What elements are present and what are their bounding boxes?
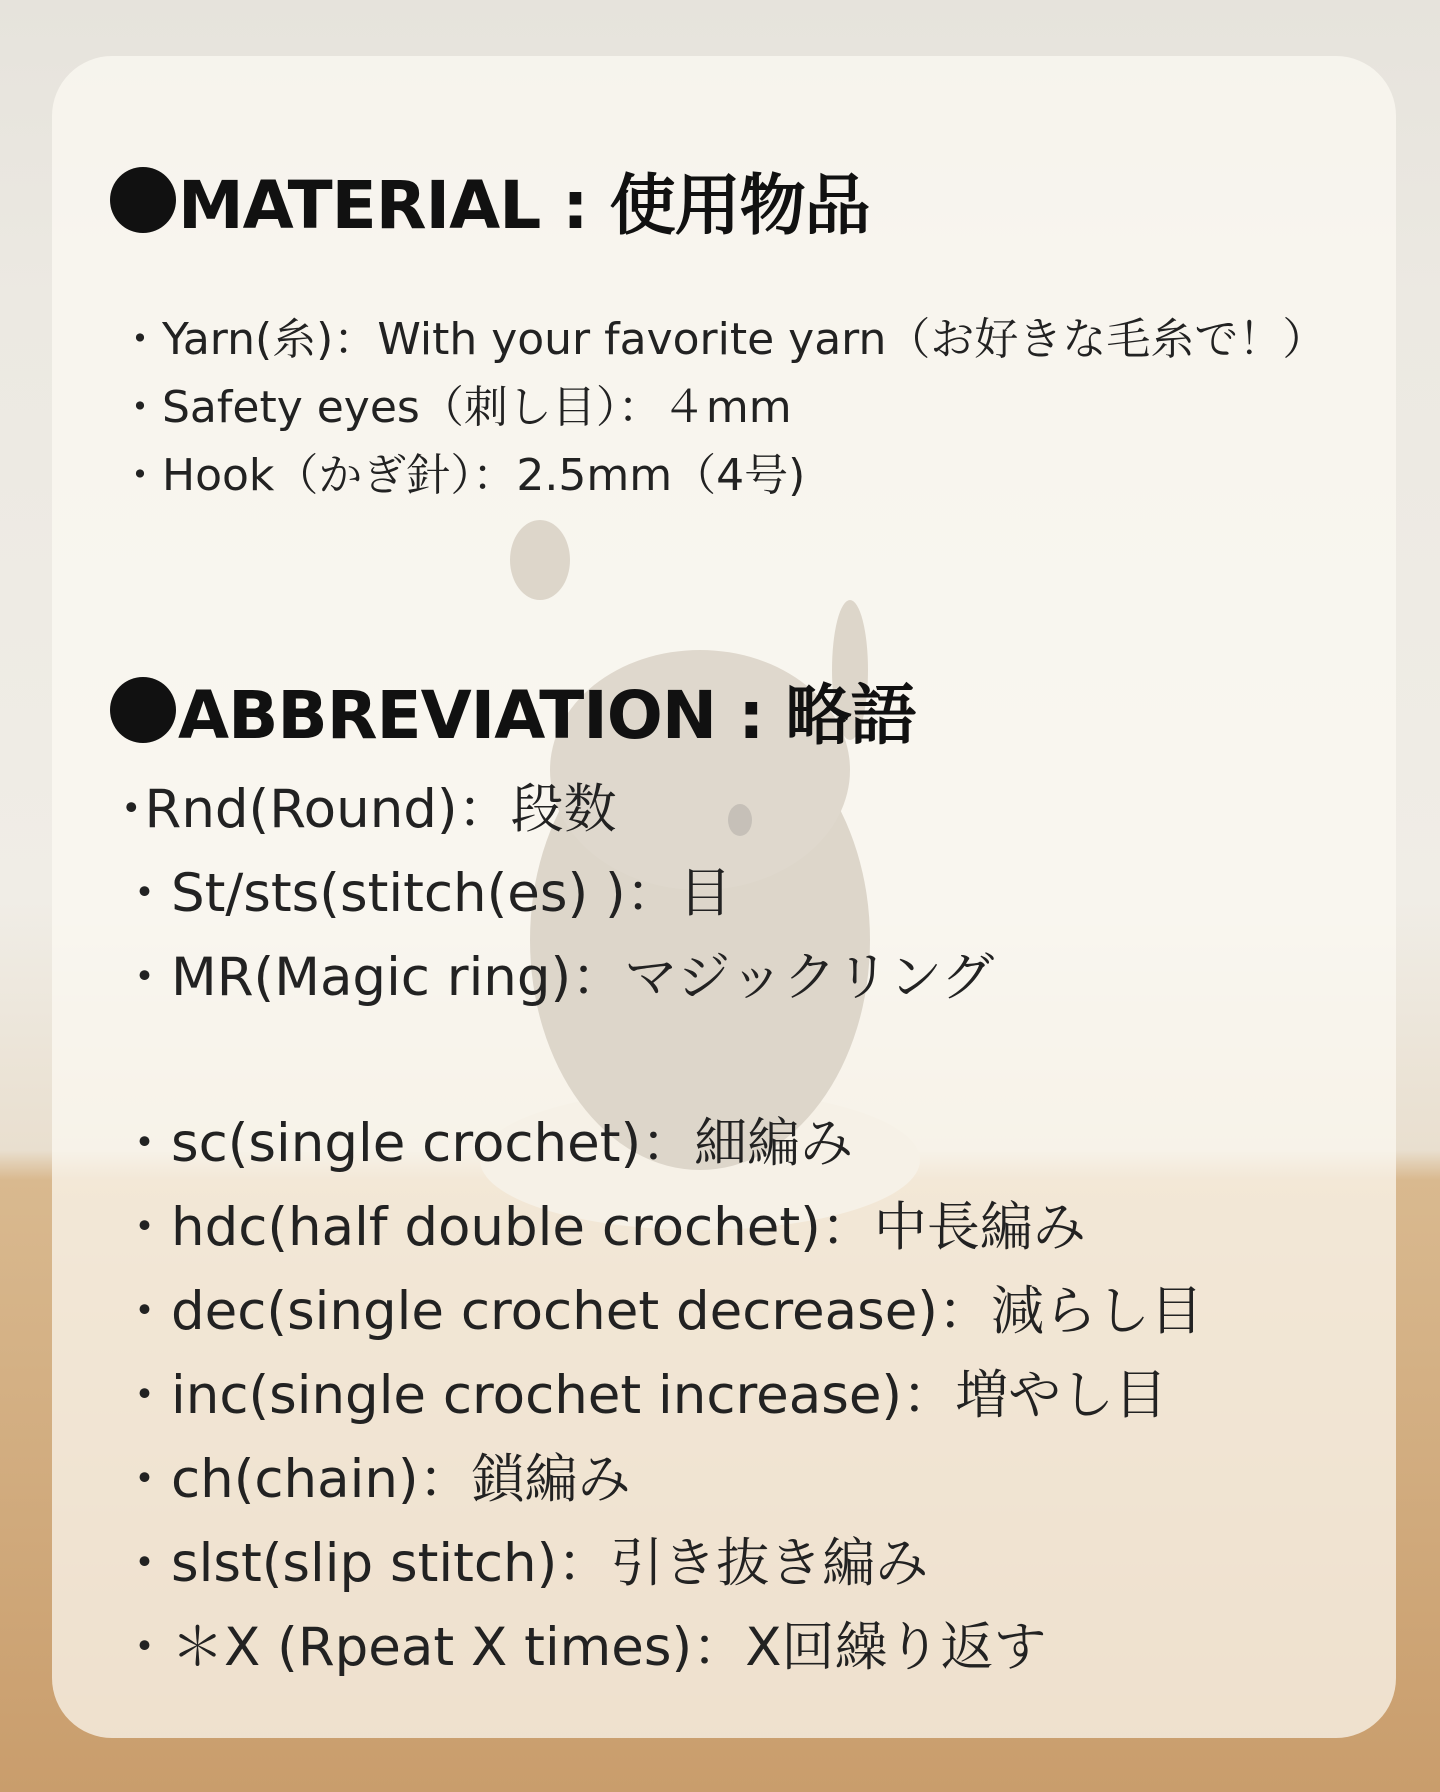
abbreviation-heading	[110, 662, 915, 757]
bullet-dot-icon	[110, 677, 176, 743]
material-item-hook: ・Hook（かぎ針）：2.5mm（4号)	[118, 450, 806, 501]
abbreviation-item-rnd: ･Rnd(Round)：段数	[118, 779, 617, 840]
material-item-yarn: ・Yarn(糸)：With your favorite yarn（お好きな毛糸で！）	[118, 314, 1327, 365]
material-list	[118, 306, 1326, 510]
abbreviation-list-basic	[118, 768, 994, 1020]
abbreviation-item-ch: ・ch(chain)：鎖編み	[118, 1449, 631, 1510]
abbreviation-item-slst: ・slst(slip stitch)：引き抜き編み	[118, 1533, 929, 1594]
abbreviation-list-stitches	[118, 1102, 1203, 1690]
material-heading	[110, 152, 870, 247]
abbreviation-item-mr: ・MR(Magic ring)：マジックリング	[118, 947, 995, 1008]
abbreviation-item-st: ・St/sts(stitch(es) )：目	[118, 863, 732, 924]
abbreviation-item-repeat: ・＊X (Rpeat X times)：X回繰り返す	[118, 1617, 1047, 1678]
bullet-dot-icon	[110, 167, 176, 233]
material-heading-text: MATERIAL : 使用物品	[178, 167, 870, 244]
abbreviation-item-inc: ・inc(single crochet increase)：増やし目	[118, 1365, 1168, 1426]
abbreviation-heading-text: ABBREVIATION : 略語	[178, 677, 916, 754]
abbreviation-item-sc: ・sc(single crochet)：細編み	[118, 1113, 854, 1174]
abbreviation-item-hdc: ・hdc(half double crochet)：中長編み	[118, 1197, 1086, 1258]
material-item-safety-eyes: ・Safety eyes（刺し目）：４mm	[118, 382, 792, 433]
abbreviation-item-dec: ・dec(single crochet decrease)：減らし目	[118, 1281, 1203, 1342]
